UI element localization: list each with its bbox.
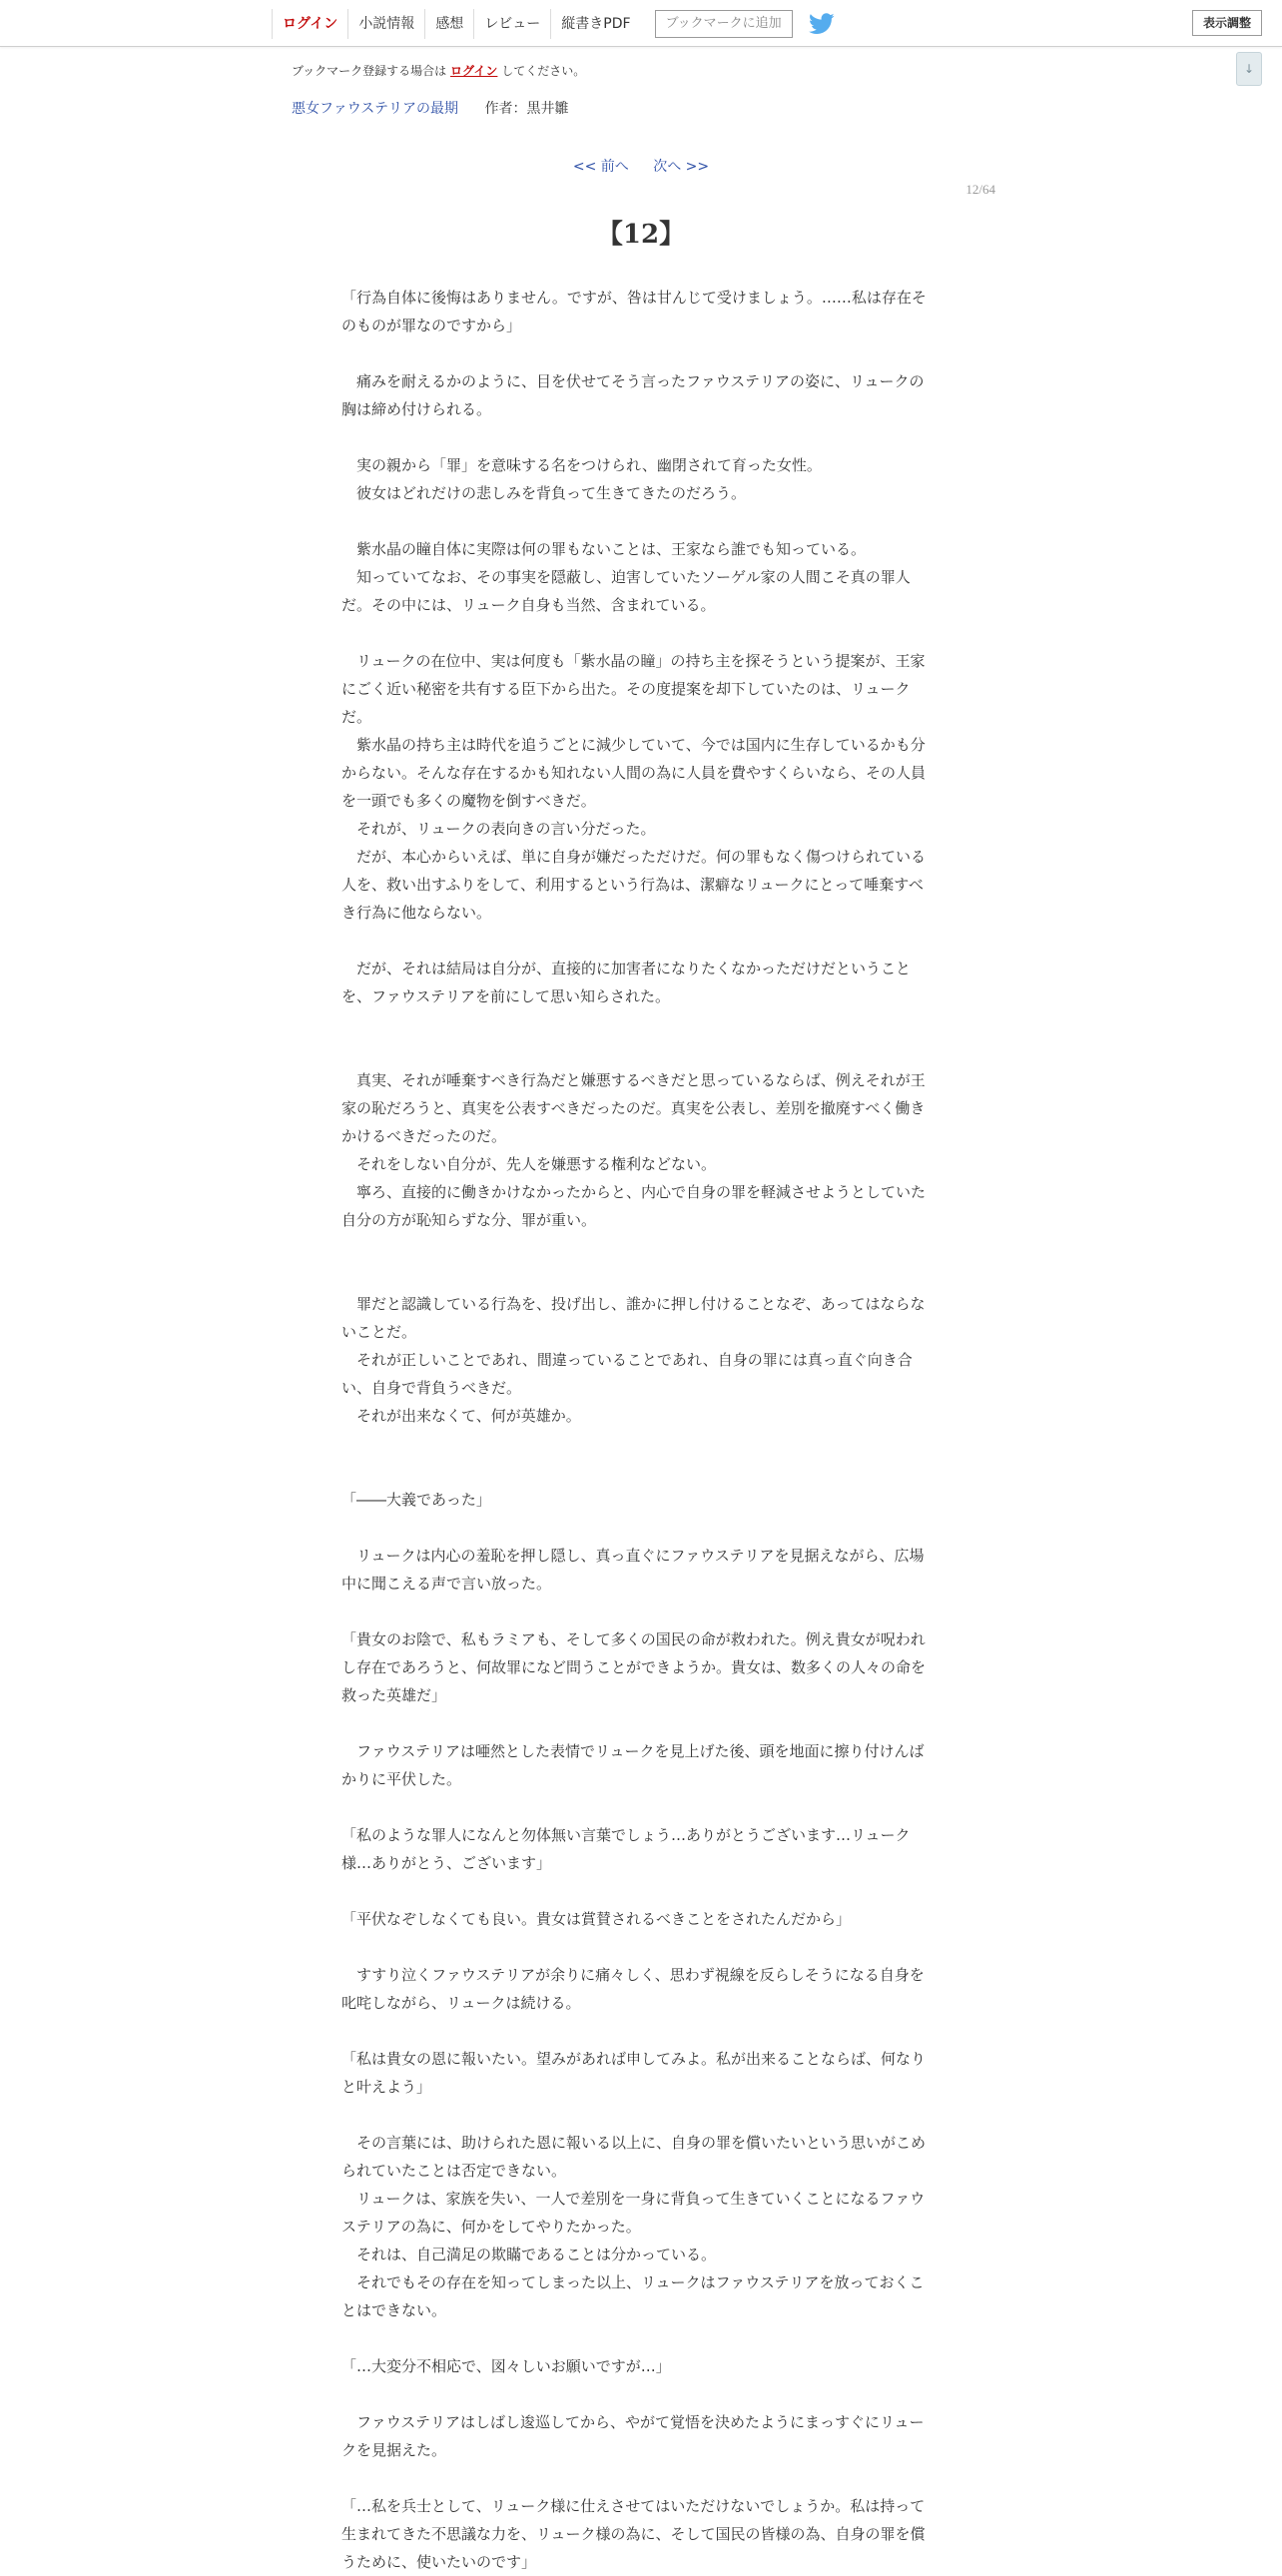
bookmark-notice-prefix: ブックマーク登録する場合は (292, 64, 447, 78)
twitter-bird-icon[interactable] (809, 13, 835, 35)
series-title-link[interactable]: 悪女ファウステリアの最期 (292, 101, 459, 117)
chapter-title: 【12】 (596, 220, 686, 250)
nav-novel-info-link[interactable]: 小説情報 (347, 9, 424, 39)
add-bookmark-button[interactable]: ブックマークに追加 (655, 10, 793, 38)
nav-impressions-link[interactable]: 感想 (424, 9, 473, 39)
prev-chapter-link[interactable]: << 前へ (572, 159, 629, 175)
display-adjust-button[interactable]: 表示調整 (1192, 10, 1262, 36)
series-title-line (292, 98, 568, 118)
nav-review-link[interactable]: レビュー (473, 9, 550, 39)
next-chapter-link[interactable]: 次へ >> (653, 159, 710, 175)
bookmark-notice-login-link[interactable]: ログイン (450, 64, 498, 78)
page-count: 12/64 (965, 182, 995, 197)
bookmark-notice (292, 62, 585, 79)
top-navigation-bar (0, 0, 1282, 47)
author-name: 作者：黒井雛 (484, 101, 569, 117)
nav-login-link[interactable]: ログイン (272, 9, 347, 39)
main-nav (272, 8, 835, 40)
chapter-pager (0, 156, 1282, 176)
scroll-down-arrow-icon[interactable]: ↓ (1236, 52, 1262, 86)
bookmark-notice-suffix: してください。 (501, 64, 586, 78)
nav-vertical-pdf-link[interactable]: 縦書きPDF (550, 9, 640, 39)
chapter-body-text: 「行為自体に後悔はありません。ですが、咎は甘んじて受けましょう。……私は存在そのものが罪なのですから」 痛みを耐えるかのように、目を伏せてそう言ったファウステリアの姿に、リュークの胸は締め付けられる。 実の親から「罪」を意味する名をつけられ、幽閉されて育った女性。 彼女はどれだけの悲しみを背負って生きてきたのだろう。 紫水晶の瞳自体に実際は何の罪もないことは、王家なら誰でも知っている。 知っていてなお、その事実を隠蔽し、迫害していたソーゲル家の人間こそ真の罪人だ。その中には、リューク自身も当然、含まれている。 リュークの在位中、実は何度も「紫水晶の瞳」の持ち主を探そうという提案が、王家にごく近い秘密を共有する臣下から出た。その度提案を却下していたのは、リュークだ。 紫水晶の持ち主は時代を追うごとに減少していて、今では国内に生存しているかも分からない。そんな存在するかも知れない人間の為に人員を費やすくらいなら、その人員を一頭でも多くの魔物を倒すべきだ。 それが、リュークの表向きの言い分だった。 だが、本心からいえば、単に自身が嫌だっただけだ。何の罪もなく傷つけられている人を、救い出すふりをして、利用するという行為は、潔癖なリュークにとって唾棄すべき行為に他ならない。 だが、それは結局は自分が、直接的に加害者になりたくなかっただけだということを、ファウステリアを前にして思い知らされた。 真実、それが唾棄すべき行為だと嫌悪するべきだと思っているならば、例えそれが王家の恥だろうと、真実を公表すべきだったのだ。真実を公表し、差別を撤廃すべく働きかけるべきだったのだ。 それをしない自分が、先人を嫌悪する権利などない。 寧ろ、直接的に働きかけなかったからと、内心で自身の罪を軽減させようとしていた自分の方が恥知らずな分、罪が重い。 罪だと認識している行為を、投げ出し、誰かに押し付けることなぞ、あってはならないことだ。 それが正しいことであれ、間違っていることであれ、自身の罪には真っ直ぐ向き合い、自身で背負うべきだ。 それが出来なくて、何が英雄か。 「――大義であった」 リュークは内心の羞恥を押し隠し、真っ直ぐにファウステリアを見据えながら、広場中に聞こえる声で言い放った。 「貴女のお陰で、私もラミアも、そして多くの国民の命が救われた。例え貴女が呪われし存在であろうと、何故罪になど問うことができようか。貴女は、数多くの人々の命を救った英雄だ」 ファウステリアは唖然とした表情でリュークを見上げた後、頭を地面に擦り付けんばかりに平伏した。 「私のような罪人になんと勿体無い言葉でしょう…ありがとうございます…リューク様…ありがとう、ございます」 「平伏なぞしなくても良い。貴女は賞賛されるべきことをされたんだから」 すすり泣くファウステリアが余りに痛々しく、思わず視線を反らしそうになる自身を叱咤しながら、リュークは続ける。 「私は貴女の恩に報いたい。望みがあれば申してみよ。私が出来ることならば、何なりと叶えよう」 その言葉には、助けられた恩に報いる以上に、自身の罪を償いたいという思いがこめられていたことは否定できない。 リュークは、家族を失い、一人で差別を一身に背負って生きていくことになるファウステリアの為に、何かをしてやりたかった。 それは、自己満足の欺瞞であることは分かっている。 それでもその存在を知ってしまった以上、リュークはファウステリアを放っておくことはできない。 「…大変分不相応で、図々しいお願いですが…」 ファウステリアはしばし逡巡してから、やがて覚悟を決めたようにまっすぐにリュークを見据えた。 「…私を兵士として、リューク様に仕えさせてはいただけないでしょうか。私は持って生まれてきた不思議な力を、リューク様の為に、そして国民の皆様の為、自身の罪を償うために、使いたいのです」 (341, 289, 927, 2571)
